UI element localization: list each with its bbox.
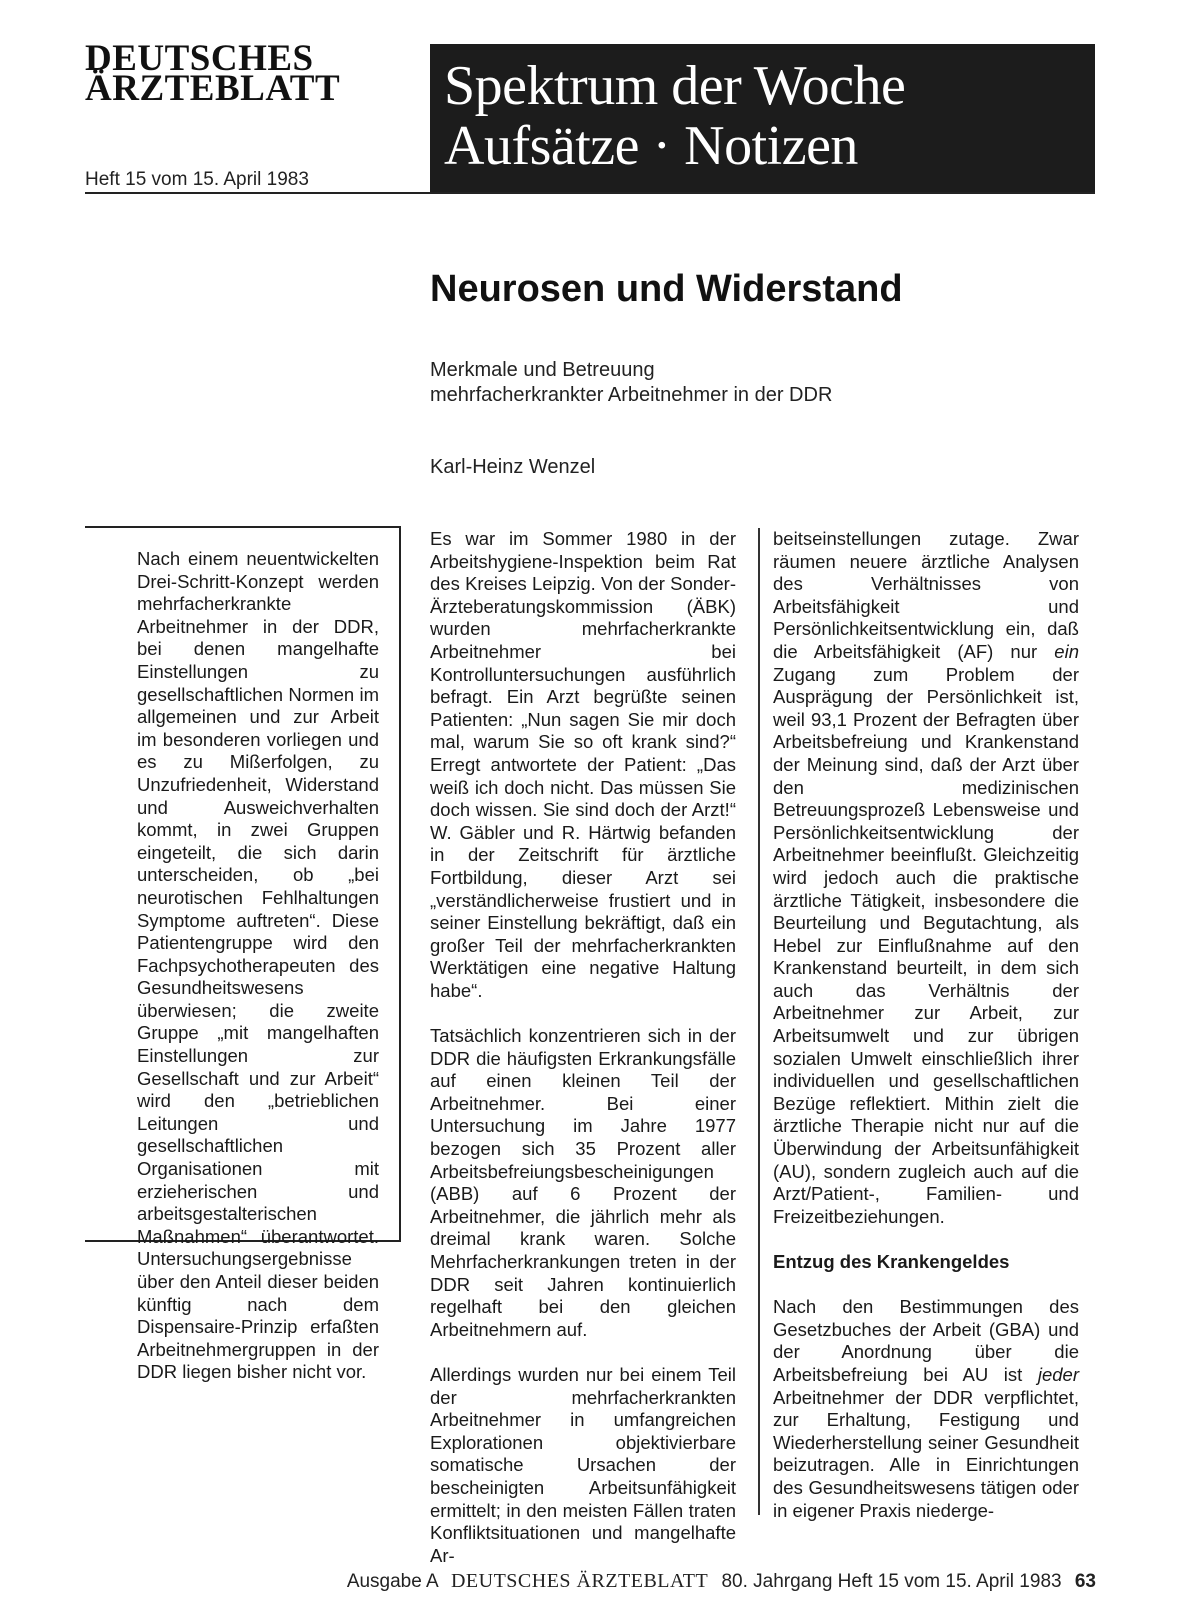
banner-line-1: Spektrum der Woche xyxy=(444,55,906,117)
abstract-box xyxy=(85,526,401,1383)
paragraph: Tatsächlich konzentrieren sich in der DDR die häufigsten Erkrankungsfälle auf einen kleinen Teil der Arbeitnehmer. Bei einer Untersuchung im Jahre 1977 bezogen sich 35 Prozent aller Arbeitsbefreiungsbescheinigungen (ABB) auf 6 Prozent der Arbeitnehmer, die jährlich mehr als dreimal krank waren. Solche Mehrfacherkrankungen treten in der DDR seit Jahren kontinuierlich regelhaft bei den gleichen Arbeitnehmern auf. xyxy=(430,1025,736,1340)
paragraph: Allerdings wurden nur bei einem Teil der mehrfacherkrankten Arbeitnehmer in umfangreichen Explorationen objektivierbare somatische Ursachen der bescheinigten Arbeitsunfähigkeit ermittelt; in den meisten Fällen traten Konfliktsituationen und mangelhafte Ar- xyxy=(430,1363,736,1566)
page-number: 63 xyxy=(1074,1571,1096,1592)
masthead-rule xyxy=(85,192,1095,194)
logo-line-2: ÄRZTEBLATT xyxy=(85,68,341,109)
article-title: Neurosen und Widerstand xyxy=(430,268,903,310)
text-column-1 xyxy=(430,528,736,1590)
column-divider xyxy=(758,528,760,1515)
footer-edition: Ausgabe A xyxy=(346,1571,438,1592)
paragraph xyxy=(773,1296,1079,1522)
article-author: Karl-Heinz Wenzel xyxy=(430,456,596,478)
footer-magazine: DEUTSCHES ÄRZTEBLATT xyxy=(450,1570,709,1592)
text-column-2 xyxy=(773,528,1079,1545)
banner-line-2: Aufsätze · Notizen xyxy=(444,115,858,177)
text-run: beitseinstellungen zutage. Zwar räumen neuere ärztliche Analysen des Verhältnisses von Arbeitsfähigkeit und Persönlichkeitsentwicklung ein, daß die Arbeitsfähigkeit (AF) nur xyxy=(773,528,1079,662)
logo-line-1: DEUTSCHES xyxy=(85,38,314,79)
text-run: Arbeitnehmer der DDR verpflichtet, zur Erhaltung, Festigung und Wiederherstellung seiner Gesundheit beizutragen. Alle in Einrichtungen des Gesundheitswesens tätigen oder in eigener Praxis niederge- xyxy=(773,1386,1079,1521)
footer-volume: 80. Jahrgang Heft 15 vom 15. April 1983 xyxy=(721,1571,1062,1592)
emphasis: jeder xyxy=(1037,1363,1079,1385)
emphasis: ein xyxy=(1054,640,1079,662)
text-run: Nach den Bestimmungen des Gesetzbuches der Arbeit (GBA) und der Anordnung über die Arbeitsbefreiung bei AU ist xyxy=(773,1296,1079,1385)
subtitle-line-1: Merkmale und Betreuung xyxy=(430,359,655,381)
subtitle-line-2: mehrfacherkrankter Arbeitnehmer in der DDR xyxy=(430,384,833,406)
masthead xyxy=(85,38,1095,194)
paragraph xyxy=(773,528,1079,1228)
text-run: Zugang zum Problem der Ausprägung der Persönlichkeit ist, weil 93,1 Prozent der Befragten über Arbeitsbefreiung und Krankenstand der Meinung sind, daß der Arzt über den medizinischen Betreuungsprozeß Lebensweise und Persönlichkeitsentwicklung der Arbeitnehmer beeinflußt. Gleichzeitig wird jedoch auch die praktische ärztliche Tätigkeit, insbesondere die Beurteilung und Begutachtung, als Hebel zur Einflußnahme auf den Krankenstand beurteilt, in dem sich auch das Verhältnis der Arbeitnehmer zur Arbeit, zur Arbeitsumwelt und zur übrigen sozialen Umwelt einschließlich ihrer individuellen und gesellschaftlichen Bezüge reflektiert. Mithin zielt die ärztliche Therapie nicht nur auf die Überwindung der Arbeitsunfähigkeit (AU), sondern zugleich auch auf die Arzt/Patient-, Familien- und Freizeitbeziehungen. xyxy=(773,663,1079,1227)
section-subheading: Entzug des Krankengeldes xyxy=(773,1251,1010,1272)
paragraph: Es war im Sommer 1980 in der Arbeitshygiene-Inspektion beim Rat des Kreises Leipzig. Von der Sonder-Ärzteberatungskommission (ÄBK) wurden mehrfacherkrankte Arbeitnehmer bei Kontrolluntersuchungen ausführlich befragt. Ein Arzt begrüßte seinen Patienten: „Nun sagen Sie mir doch mal, warum Sie so oft krank sind?“ Erregt antwortete der Patient: „Das weiß ich doch nicht. Das müssen Sie doch wissen. Sie sind doch der Arzt!“ W. Gäbler und R. Härtwig befanden in der Zeitschrift für ärztliche Fortbildung, dieser Arzt sei „verständlicherweise frustiert und in seiner Einstellung bekräftigt, daß ein großer Teil der mehrfacherkrankten Werktätigen eine negative Haltung habe“. xyxy=(430,528,736,1001)
magazine-logo xyxy=(85,38,341,109)
article-subtitle xyxy=(430,358,832,408)
section-banner xyxy=(430,44,1095,192)
page-footer xyxy=(0,1570,1096,1593)
abstract-text: Nach einem neuentwickelten Drei-Schritt-Konzept werden mehrfacherkrankte Arbeitnehmer in der DDR, bei denen mangelhafte Einstellungen zu gesellschaftlichen Normen im allgemeinen und zur Arbeit im besonderen vorliegen und es zu Mißerfolgen, zu Unzufriedenheit, Widerstand und Ausweichverhalten kommt, in zwei Gruppen eingeteilt, die sich darin unterscheiden, ob „bei neurotischen Fehlhaltungen Symptome auftreten“. Diese Patientengruppe wird den Fachpsychotherapeuten des Gesundheitswesens überwiesen; die zweite Gruppe „mit mangelhaften Einstellungen zur Gesellschaft und zur Arbeit“ wird den „betrieblichen Leitungen und gesellschaftlichen Organisationen mit erzieherischen und arbeitsgestalterischen Maßnahmen“ überantwortet. Untersuchungsergebnisse über den Anteil dieser beiden künftig nach dem Dispensaire-Prinzip erfaßten Arbeitnehmergruppen in der DDR liegen bisher nicht vor. xyxy=(137,548,379,1383)
issue-line: Heft 15 vom 15. April 1983 xyxy=(85,169,309,190)
